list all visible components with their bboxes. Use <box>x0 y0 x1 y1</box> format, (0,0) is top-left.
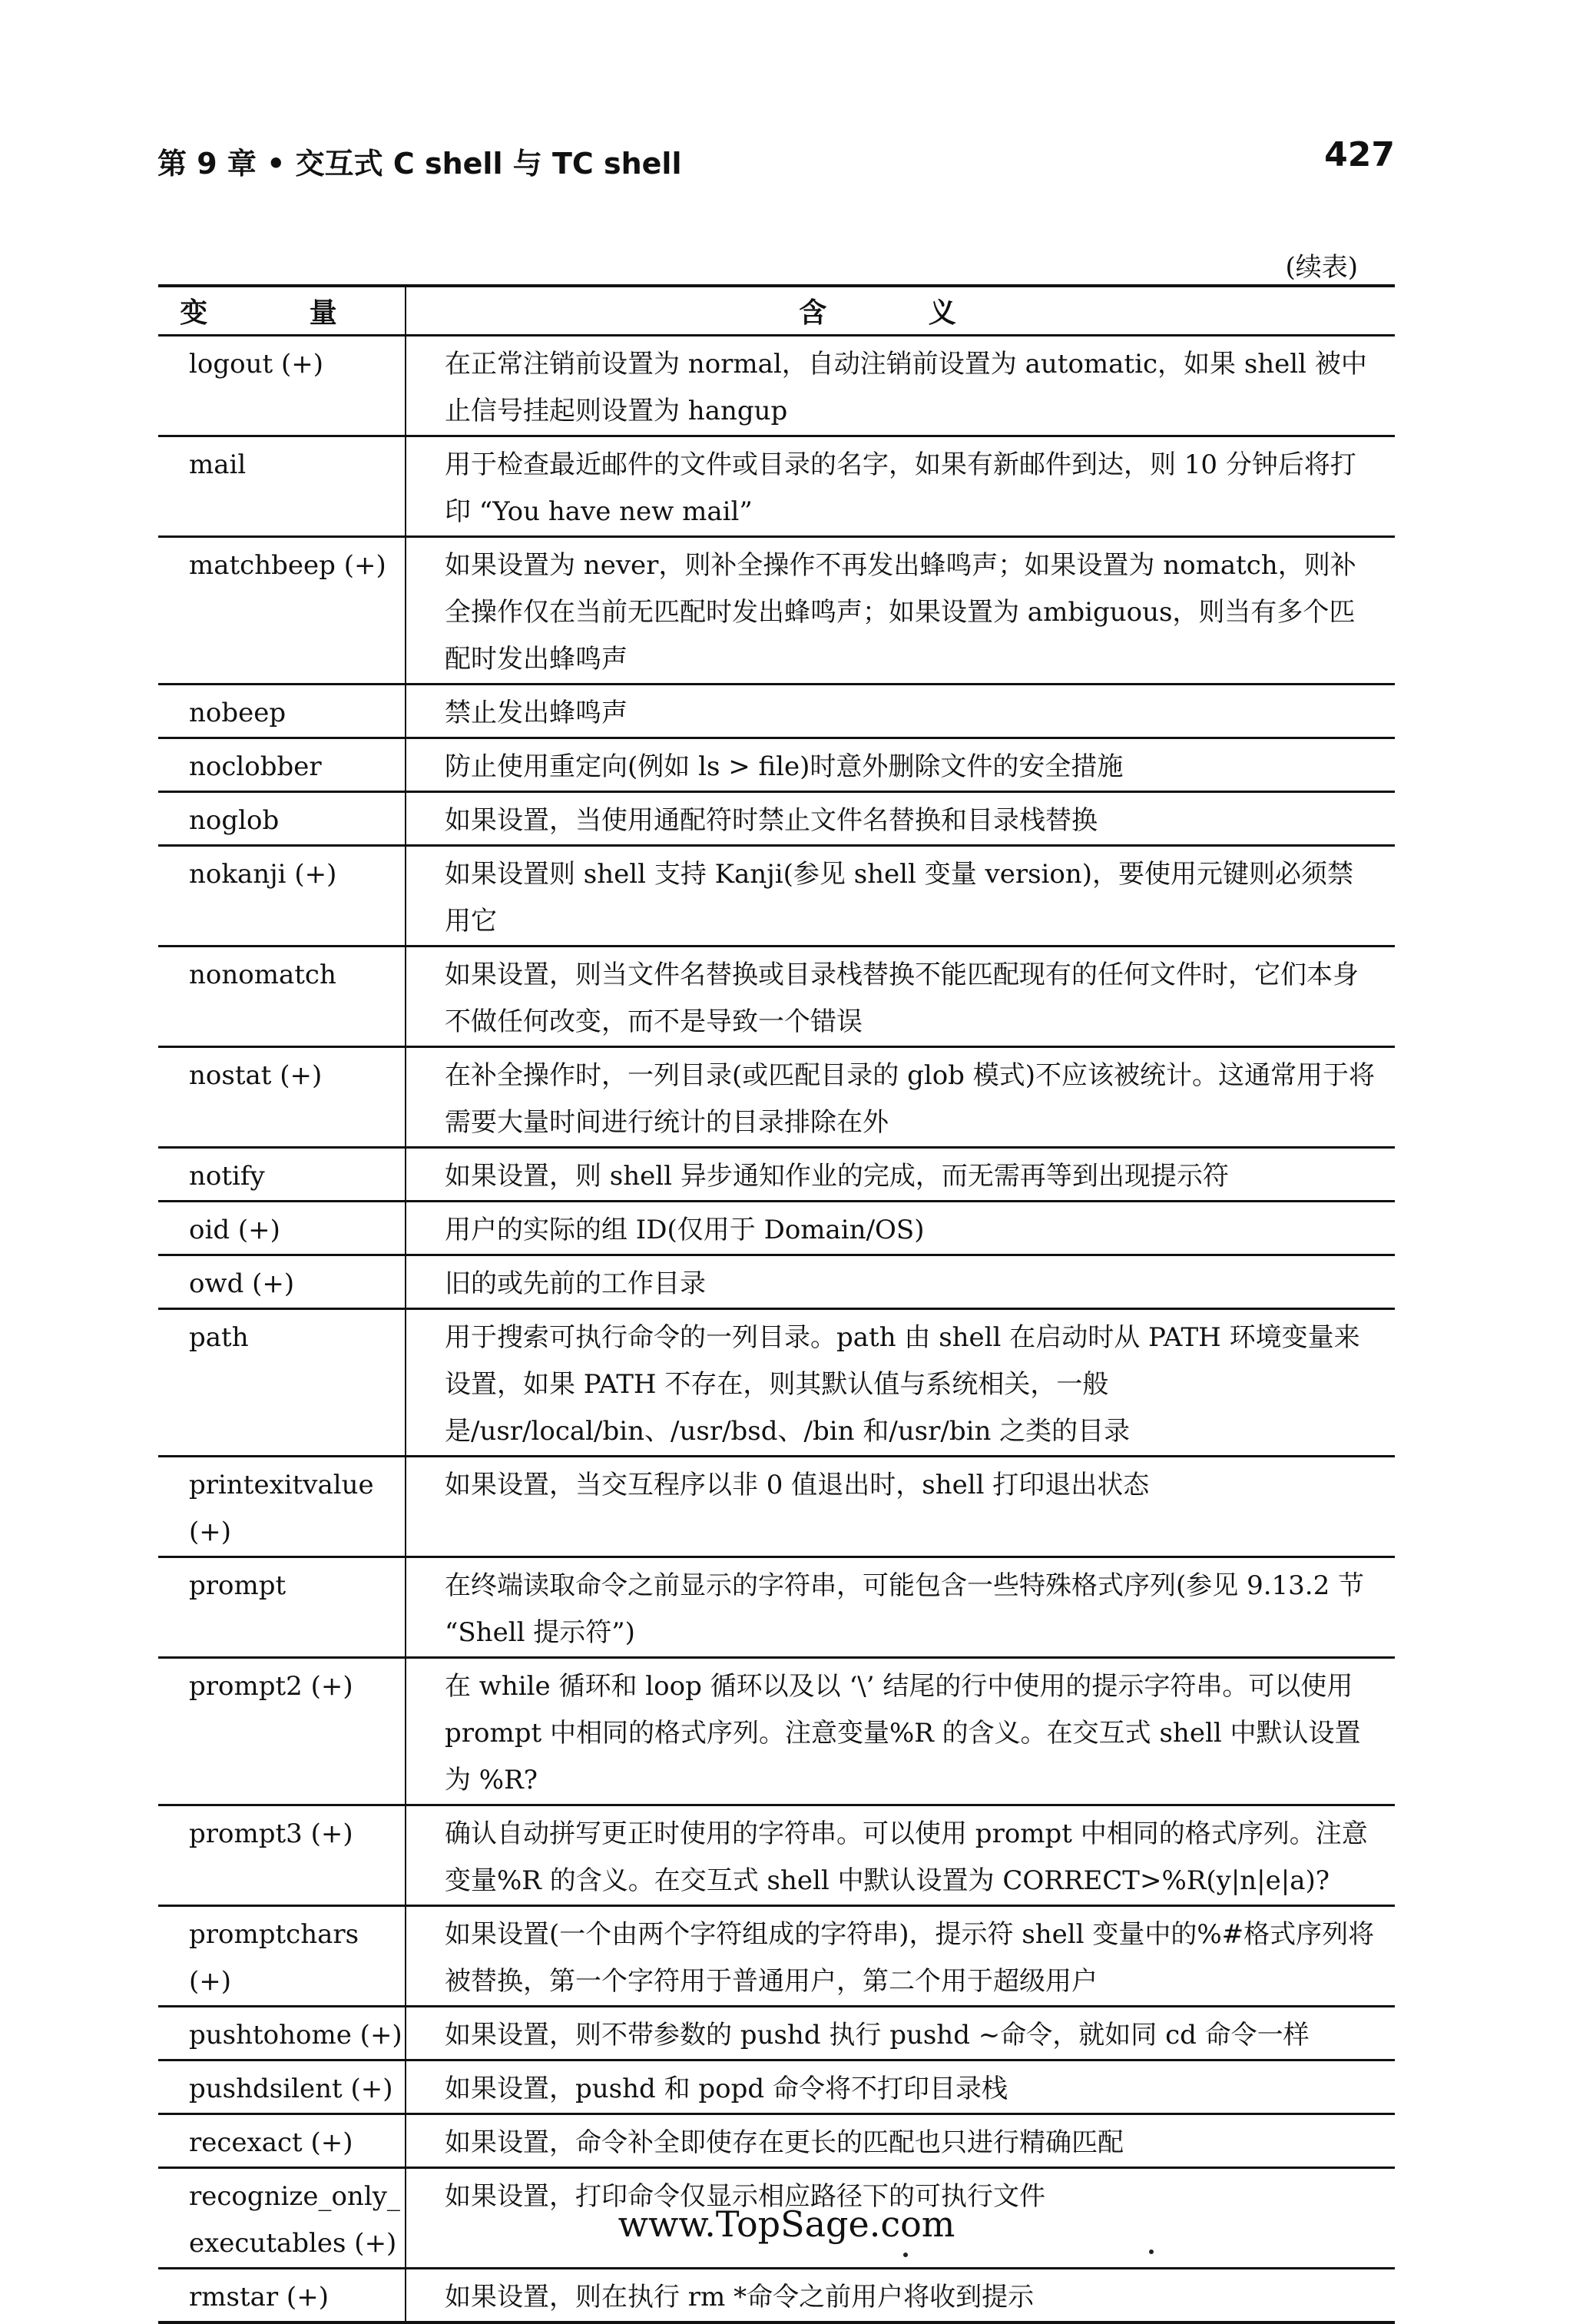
variable-name: path <box>158 1308 406 1456</box>
variable-description: 如果设置，打印命令仅显示相应路径下的可执行文件 <box>406 2167 1395 2268</box>
variable-name: nonomatch <box>158 946 406 1046</box>
variable-description: 如果设置，当使用通配符时禁止文件名替换和目录栈替换 <box>406 791 1395 845</box>
variables-table <box>158 284 1395 2324</box>
variable-description: 旧的或先前的工作目录 <box>406 1255 1395 1308</box>
table-row <box>158 791 1395 845</box>
variable-name: mail <box>158 436 406 536</box>
variable-description: 在正常注销前设置为 normal，自动注销前设置为 automatic，如果 shell 被中止信号挂起则设置为 hangup <box>406 335 1395 436</box>
table-row <box>158 1046 1395 1147</box>
table-row <box>158 2113 1395 2167</box>
variable-description: 如果设置为 never，则补全操作不再发出蜂鸣声；如果设置为 nomatch，则补全操作仅在当前无匹配时发出蜂鸣声；如果设置为 ambiguous，则当有多个匹配时发出蜂鸣声 <box>406 536 1395 684</box>
table-row <box>158 2006 1395 2060</box>
table-row <box>158 1147 1395 1201</box>
variable-description: 如果设置，则当文件名替换或目录栈替换不能匹配现有的任何文件时，它们本身不做任何改变，而不是导致一个错误 <box>406 946 1395 1046</box>
table-row <box>158 1201 1395 1255</box>
variable-name: matchbeep (+) <box>158 536 406 684</box>
variable-name: pushdsilent (+) <box>158 2060 406 2113</box>
variable-description: 用户的实际的组 ID(仅用于 Domain/OS) <box>406 1201 1395 1255</box>
variable-name: prompt3 (+) <box>158 1805 406 1905</box>
variable-name: rmstar (+) <box>158 2268 406 2322</box>
variable-description: 用于检查最近邮件的文件或目录的名字，如果有新邮件到达，则 10 分钟后将打印 “You have new mail” <box>406 436 1395 536</box>
table-row <box>158 2060 1395 2113</box>
table-row <box>158 436 1395 536</box>
variable-name: nobeep <box>158 684 406 738</box>
running-head: 第 9 章 • 交互式 C shell 与 TC shell <box>157 147 682 181</box>
variable-description: 如果设置(一个由两个字符组成的字符串)，提示符 shell 变量中的%#格式序列将被替换，第一个字符用于普通用户，第二个用于超级用户 <box>406 1905 1395 2006</box>
variable-description: 防止使用重定向(例如 ls > file)时意外删除文件的安全措施 <box>406 738 1395 791</box>
table-row <box>158 738 1395 791</box>
variable-name: pushtohome (+) <box>158 2006 406 2060</box>
variable-name: notify <box>158 1147 406 1201</box>
variable-description: 如果设置，pushd 和 popd 命令将不打印目录栈 <box>406 2060 1395 2113</box>
variable-description: 如果设置则 shell 支持 Kanji(参见 shell 变量 version)，要使用元键则必须禁用它 <box>406 845 1395 946</box>
variable-name: recognize_only_ executables (+) <box>158 2167 406 2268</box>
variable-description: 确认自动拼写更正时使用的字符串。可以使用 prompt 中相同的格式序列。注意变量%R 的含义。在交互式 shell 中默认设置为 CORRECT>%R(y|n|e|a)? <box>406 1805 1395 1905</box>
variable-name: noclobber <box>158 738 406 791</box>
variable-description: 在终端读取命令之前显示的字符串，可能包含一些特殊格式序列(参见 9.13.2 节 “Shell 提示符”) <box>406 1557 1395 1657</box>
variable-description: 在补全操作时，一列目录(或匹配目录的 glob 模式)不应该被统计。这通常用于将需要大量时间进行统计的目录排除在外 <box>406 1046 1395 1147</box>
table-row <box>158 1805 1395 1905</box>
variable-name: printexitvalue (+) <box>158 1456 406 1557</box>
variable-name: owd (+) <box>158 1255 406 1308</box>
variable-name: nostat (+) <box>158 1046 406 1147</box>
print-speck <box>903 2253 908 2257</box>
variable-description: 禁止发出蜂鸣声 <box>406 684 1395 738</box>
variable-name: recexact (+) <box>158 2113 406 2167</box>
variable-name: nokanji (+) <box>158 845 406 946</box>
variable-description: 在 while 循环和 loop 循环以及以 ‘\’ 结尾的行中使用的提示字符串。可以使用 prompt 中相同的格式序列。注意变量%R 的含义。在交互式 shell 中默认设置为 %R? <box>406 1657 1395 1805</box>
table-row <box>158 1255 1395 1308</box>
variable-name: oid (+) <box>158 1201 406 1255</box>
table-row <box>158 684 1395 738</box>
table-row <box>158 946 1395 1046</box>
table-row <box>158 536 1395 684</box>
column-header-meaning: 含 义 <box>406 286 1395 335</box>
variable-name: prompt2 (+) <box>158 1657 406 1805</box>
table-row <box>158 1905 1395 2006</box>
table-row <box>158 1456 1395 1557</box>
variable-description: 如果设置，则 shell 异步通知作业的完成，而无需再等到出现提示符 <box>406 1147 1395 1201</box>
table-row <box>158 1657 1395 1805</box>
variable-name: noglob <box>158 791 406 845</box>
table-row <box>158 2268 1395 2322</box>
table-row <box>158 1557 1395 1657</box>
variable-name: promptchars (+) <box>158 1905 406 2006</box>
variable-description: 如果设置，命令补全即使存在更长的匹配也只进行精确匹配 <box>406 2113 1395 2167</box>
table-row <box>158 335 1395 436</box>
table-row <box>158 845 1395 946</box>
variable-description: 如果设置，则不带参数的 pushd 执行 pushd ~命令，就如同 cd 命令一样 <box>406 2006 1395 2060</box>
table-header-row <box>158 286 1395 335</box>
page-number: 427 <box>1324 135 1395 174</box>
variable-description: 如果设置，当交互程序以非 0 值退出时，shell 打印退出状态 <box>406 1456 1395 1557</box>
variable-name: prompt <box>158 1557 406 1657</box>
table-row <box>158 1308 1395 1456</box>
print-speck <box>1149 2249 1154 2254</box>
variable-description: 用于搜索可执行命令的一列目录。path 由 shell 在启动时从 PATH 环境变量来设置，如果 PATH 不存在，则其默认值与系统相关，一般是/usr/local/bin、/usr/bsd、/bin 和/usr/bin 之类的目录 <box>406 1308 1395 1456</box>
footer-url: www.TopSage.com <box>618 2203 955 2245</box>
continued-label: (续表) <box>1285 252 1358 283</box>
variable-description: 如果设置，则在执行 rm *命令之前用户将收到提示 <box>406 2268 1395 2322</box>
column-header-variable: 变 量 <box>158 286 406 335</box>
variable-name: logout (+) <box>158 335 406 436</box>
